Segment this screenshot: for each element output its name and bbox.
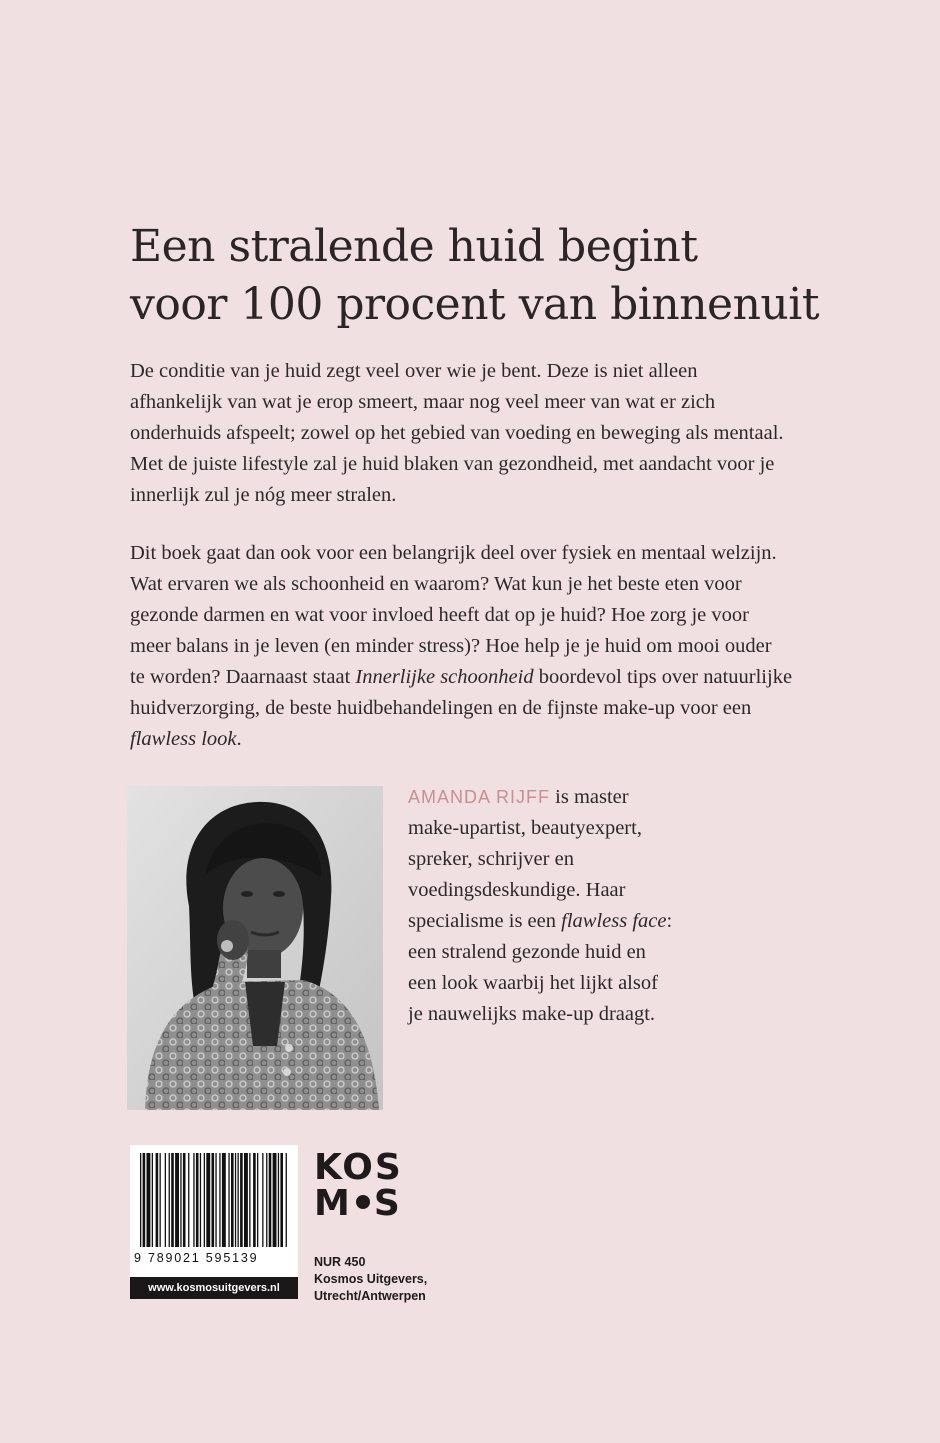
barcode-bar — [240, 1153, 243, 1247]
barcode-bar — [160, 1153, 161, 1247]
publisher-name: Kosmos Uitgevers, — [314, 1272, 428, 1286]
publisher-location: Utrecht/Antwerpen — [314, 1289, 426, 1303]
barcode-bar — [244, 1153, 248, 1247]
paragraph-line: meer balans in je leven (en minder stress)? Hoe help je je huid om mooi ouder — [130, 635, 772, 657]
text-segment: is master — [550, 786, 629, 808]
barcode-bar — [196, 1153, 199, 1247]
paragraph-line: onderhuids afspeelt; zowel op het gebied van voeding en beweging als mentaal. — [130, 422, 784, 444]
barcode-bar — [253, 1153, 256, 1247]
barcode-bar — [165, 1153, 166, 1247]
barcode-bar — [206, 1153, 210, 1247]
barcode-bar — [238, 1153, 239, 1247]
content-paragraph — [130, 538, 890, 755]
bio-line: make-upartist, beautyexpert, — [408, 817, 642, 839]
logo-dot-icon — [356, 1195, 370, 1209]
barcode-bar — [212, 1153, 215, 1247]
kosmos-logo — [314, 1147, 403, 1224]
bio-line: een look waarbij het lijkt alsof — [408, 972, 658, 994]
bio-line: voedingsdeskundige. Haar — [408, 879, 626, 901]
barcode-bar — [235, 1153, 236, 1247]
headline-line-1: Een stralende huid begint — [130, 221, 698, 272]
publisher-info — [314, 1254, 427, 1305]
book-title: Innerlijke schoonheid — [355, 666, 534, 688]
barcode-bar — [188, 1153, 189, 1247]
paragraph-line — [130, 724, 890, 755]
barcode-bar — [257, 1153, 258, 1247]
bio-line: je nauwelijks make-up draagt. — [408, 1003, 656, 1025]
bio-line: een stralend gezonde huid en — [408, 941, 646, 963]
bio-line — [408, 782, 738, 813]
paragraph-line: De conditie van je huid zegt veel over wie je bent. Deze is niet alleen — [130, 360, 698, 382]
author-bio — [408, 782, 738, 1030]
barcode-bar — [269, 1153, 272, 1247]
barcode-bar — [228, 1153, 229, 1247]
barcode-bar — [222, 1153, 226, 1247]
paragraph-line — [130, 662, 890, 693]
bio-line — [408, 906, 738, 937]
barcode-bar — [147, 1153, 151, 1247]
barcode-bar — [152, 1153, 153, 1247]
author-photo — [127, 786, 383, 1110]
barcode-bar — [200, 1153, 201, 1247]
barcode-bar — [266, 1153, 267, 1247]
italic-phrase: flawless face — [561, 910, 667, 932]
logo-row-1: KOS — [314, 1147, 403, 1188]
paragraph-line: afhankelijk van wat je erop smeert, maar nog veel meer van wat er zich — [130, 391, 716, 413]
barcode-bar — [219, 1153, 220, 1247]
barcode-bar — [183, 1153, 186, 1247]
author-name: AMANDA RIJFF — [408, 787, 551, 807]
logo-row-2 — [314, 1183, 403, 1224]
intro-paragraph — [130, 356, 890, 511]
barcode-bar — [231, 1153, 234, 1247]
barcode-bar — [156, 1153, 159, 1247]
paragraph-line: Met de juiste lifestyle zal je huid blaken van gezondheid, met aandacht voor je — [130, 453, 775, 475]
text-segment: . — [236, 728, 242, 750]
publisher-website: www.kosmosuitgevers.nl — [130, 1277, 298, 1299]
paragraph-line: Wat ervaren we als schoonheid en waarom? Wat kun je het beste eten voor — [130, 573, 742, 595]
barcode-bar — [278, 1153, 279, 1247]
isbn-number: 9 789021 595139 — [134, 1251, 259, 1265]
barcode-bar — [180, 1153, 181, 1247]
logo-letter: S — [373, 1183, 402, 1224]
italic-phrase: flawless look — [130, 728, 237, 750]
text-segment: boordevol tips over natuurlijke — [533, 666, 793, 688]
barcode-bars — [138, 1153, 290, 1249]
barcode-bar — [215, 1153, 216, 1247]
paragraph-line: innerlijk zul je nóg meer stralen. — [130, 484, 397, 506]
logo-letter: M — [314, 1183, 352, 1224]
barcode-bar — [143, 1153, 146, 1247]
barcode-bar — [262, 1153, 263, 1247]
barcode-bar — [286, 1153, 287, 1247]
barcode-bar — [140, 1153, 141, 1247]
bio-line: spreker, schrijver en — [408, 848, 574, 870]
text-segment: specialisme is een — [408, 910, 562, 932]
paragraph-line: Dit boek gaat dan ook voor een belangrijk deel over fysiek en mentaal welzijn. — [130, 542, 777, 564]
paragraph-line: huidverzorging, de beste huidbehandelingen en de fijnste make-up voor een — [130, 697, 752, 719]
barcode-bar — [249, 1153, 250, 1247]
back-cover-headline — [130, 218, 890, 334]
text-segment: : — [666, 910, 673, 932]
barcode-box — [130, 1145, 298, 1299]
barcode-bar — [280, 1153, 283, 1247]
barcode-bar — [169, 1153, 170, 1247]
text-segment: te worden? Daarnaast staat — [130, 666, 356, 688]
headline-line-2: voor 100 procent van binnenuit — [130, 279, 819, 330]
paragraph-line: gezonde darmen en wat voor invloed heeft dat op je huid? Hoe zorg je voor — [130, 604, 749, 626]
barcode-bar — [171, 1153, 174, 1247]
barcode-bar — [204, 1153, 205, 1247]
author-portrait-image — [127, 786, 383, 1110]
nur-code: NUR 450 — [314, 1255, 366, 1269]
barcode-bar — [193, 1153, 194, 1247]
barcode-bar — [273, 1153, 277, 1247]
barcode-bar — [175, 1153, 179, 1247]
